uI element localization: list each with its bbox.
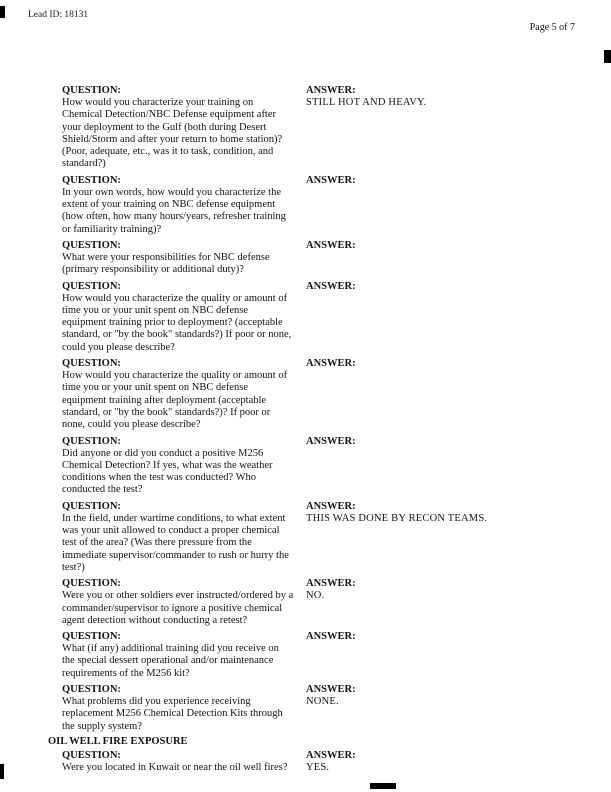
qa-block (48, 749, 583, 774)
qa-label-row (62, 435, 583, 448)
qa-body-row (62, 97, 583, 171)
question-text: What were your responsibilities for NBC defense (primary responsibility or additional duty)? (62, 251, 270, 276)
answer-text (306, 252, 583, 277)
question-text: In the field, under wartime conditions, to what extent was your unit allowed to conduct a proper chemical test of the area? (Was there pressure from the immediate supervisor/commander to rush or hurry the test?) (62, 512, 289, 573)
answer-label: ANSWER: (306, 631, 356, 643)
lead-id: Lead ID: 18131 (28, 10, 89, 20)
answer-text: STILL HOT AND HEAVY. (306, 97, 427, 108)
qa-block (48, 174, 583, 236)
question-text: In your own words, how would you characterize the extent of your training on NBC defense equipment (how often, how many hours/years, refresher training or familiarity training)? (62, 186, 286, 235)
question-text: How would you characterize the quality or amount of time you or your unit spent on NBC defense equipment training prior to deployment? (acceptable standard, or "by the book" standards?) If poor or none, could you please describe? (62, 292, 292, 353)
answer-text: NO. (306, 590, 325, 602)
qa-label-row (62, 749, 583, 762)
scan-artifact (0, 6, 5, 18)
qa-body-row (62, 590, 583, 627)
qa-block (48, 357, 583, 431)
question-label: QUESTION: (62, 631, 121, 643)
page-number: Page 5 of 7 (529, 22, 575, 33)
answer-text (306, 370, 583, 431)
qa-label-row (62, 630, 583, 643)
question-text: How would you characterize your training on Chemical Detection/NBC Defense equipment after your deployment to the Gulf (both during Desert Shield/Storm and after your return to home station)? (Poor, adequate, etc., was it to task, condition, and standard?) (62, 97, 283, 170)
question-text: Were you or other soldiers ever instructed/ordered by a commander/supervisor to ignore a positive chemical agent detection without conducting a retest? (62, 590, 294, 626)
answer-label: ANSWER: (306, 750, 356, 762)
answer-text (306, 448, 583, 497)
answer-label: ANSWER: (306, 683, 356, 695)
qa-body-row (62, 293, 583, 354)
question-text: How would you characterize the quality or amount of time you or your unit spent on NBC defense equipment training after deployment (acceptable standard, or "by the book" standards?)? If poor or none, could you please describe? (62, 370, 288, 431)
qa-label-row (62, 239, 583, 252)
qa-label-row (62, 280, 583, 293)
question-label: QUESTION: (62, 358, 121, 370)
qa-body-row (62, 696, 583, 733)
question-label: QUESTION: (62, 174, 121, 186)
qa-label-row (62, 577, 583, 590)
qa-label-row (62, 357, 583, 370)
question-label: QUESTION: (62, 683, 121, 695)
qa-body-row (62, 187, 583, 236)
qa-block (48, 435, 583, 497)
answer-label: ANSWER: (306, 239, 356, 251)
qa-body-row (62, 513, 583, 574)
answer-text (306, 643, 583, 680)
answer-text: THIS WAS DONE BY RECON TEAMS. (306, 512, 488, 524)
qa-label-row (62, 500, 583, 513)
question-label: QUESTION: (62, 500, 121, 512)
question-text: What problems did you experience receiving replacement M256 Chemical Detection Kits through the supply system? (62, 695, 283, 732)
scan-artifact (370, 783, 396, 789)
answer-label: ANSWER: (306, 85, 356, 96)
question-label: QUESTION: (62, 239, 121, 251)
scan-artifact (604, 50, 611, 63)
section-heading: OIL WELL FIRE EXPOSURE (48, 735, 188, 747)
document-content (48, 84, 583, 778)
answer-label: ANSWER: (306, 578, 356, 590)
qa-block (48, 280, 583, 354)
answer-label: ANSWER: (306, 500, 356, 512)
answer-text (306, 293, 583, 354)
qa-body-row (62, 252, 583, 277)
question-label: QUESTION: (62, 750, 121, 762)
question-text: What (if any) additional training did you receive on the special dessert operational and/or maintenance requirements of the M256 kit? (62, 643, 279, 679)
answer-text: NONE. (306, 695, 339, 707)
qa-label-row (62, 683, 583, 696)
question-label: QUESTION: (62, 85, 121, 96)
answer-label: ANSWER: (306, 280, 356, 292)
qa-label-row (62, 174, 583, 187)
question-label: QUESTION: (62, 435, 121, 447)
answer-text (306, 187, 583, 236)
qa-block (48, 577, 583, 627)
answer-label: ANSWER: (306, 358, 356, 370)
qa-block (48, 239, 583, 277)
answer-text: YES. (306, 762, 330, 774)
scan-artifact (0, 764, 4, 779)
answer-label: ANSWER: (306, 174, 356, 186)
qa-body-row (62, 370, 583, 431)
qa-body-row (62, 762, 583, 774)
qa-body-row (62, 643, 583, 680)
qa-block (48, 500, 583, 574)
question-label: QUESTION: (62, 578, 121, 590)
question-text: Did anyone or did you conduct a positive M256 Chemical Detection? If yes, what was the weather conditions when the test was conducted? Who conducted the test? (62, 447, 273, 496)
question-label: QUESTION: (62, 280, 121, 292)
qa-block (48, 630, 583, 680)
qa-block (48, 84, 583, 171)
qa-label-row (62, 84, 583, 97)
qa-block (48, 683, 583, 733)
question-text: Were you located in Kuwait or near the oil well fires? (62, 762, 288, 774)
answer-label: ANSWER: (306, 435, 356, 447)
qa-body-row (62, 448, 583, 497)
